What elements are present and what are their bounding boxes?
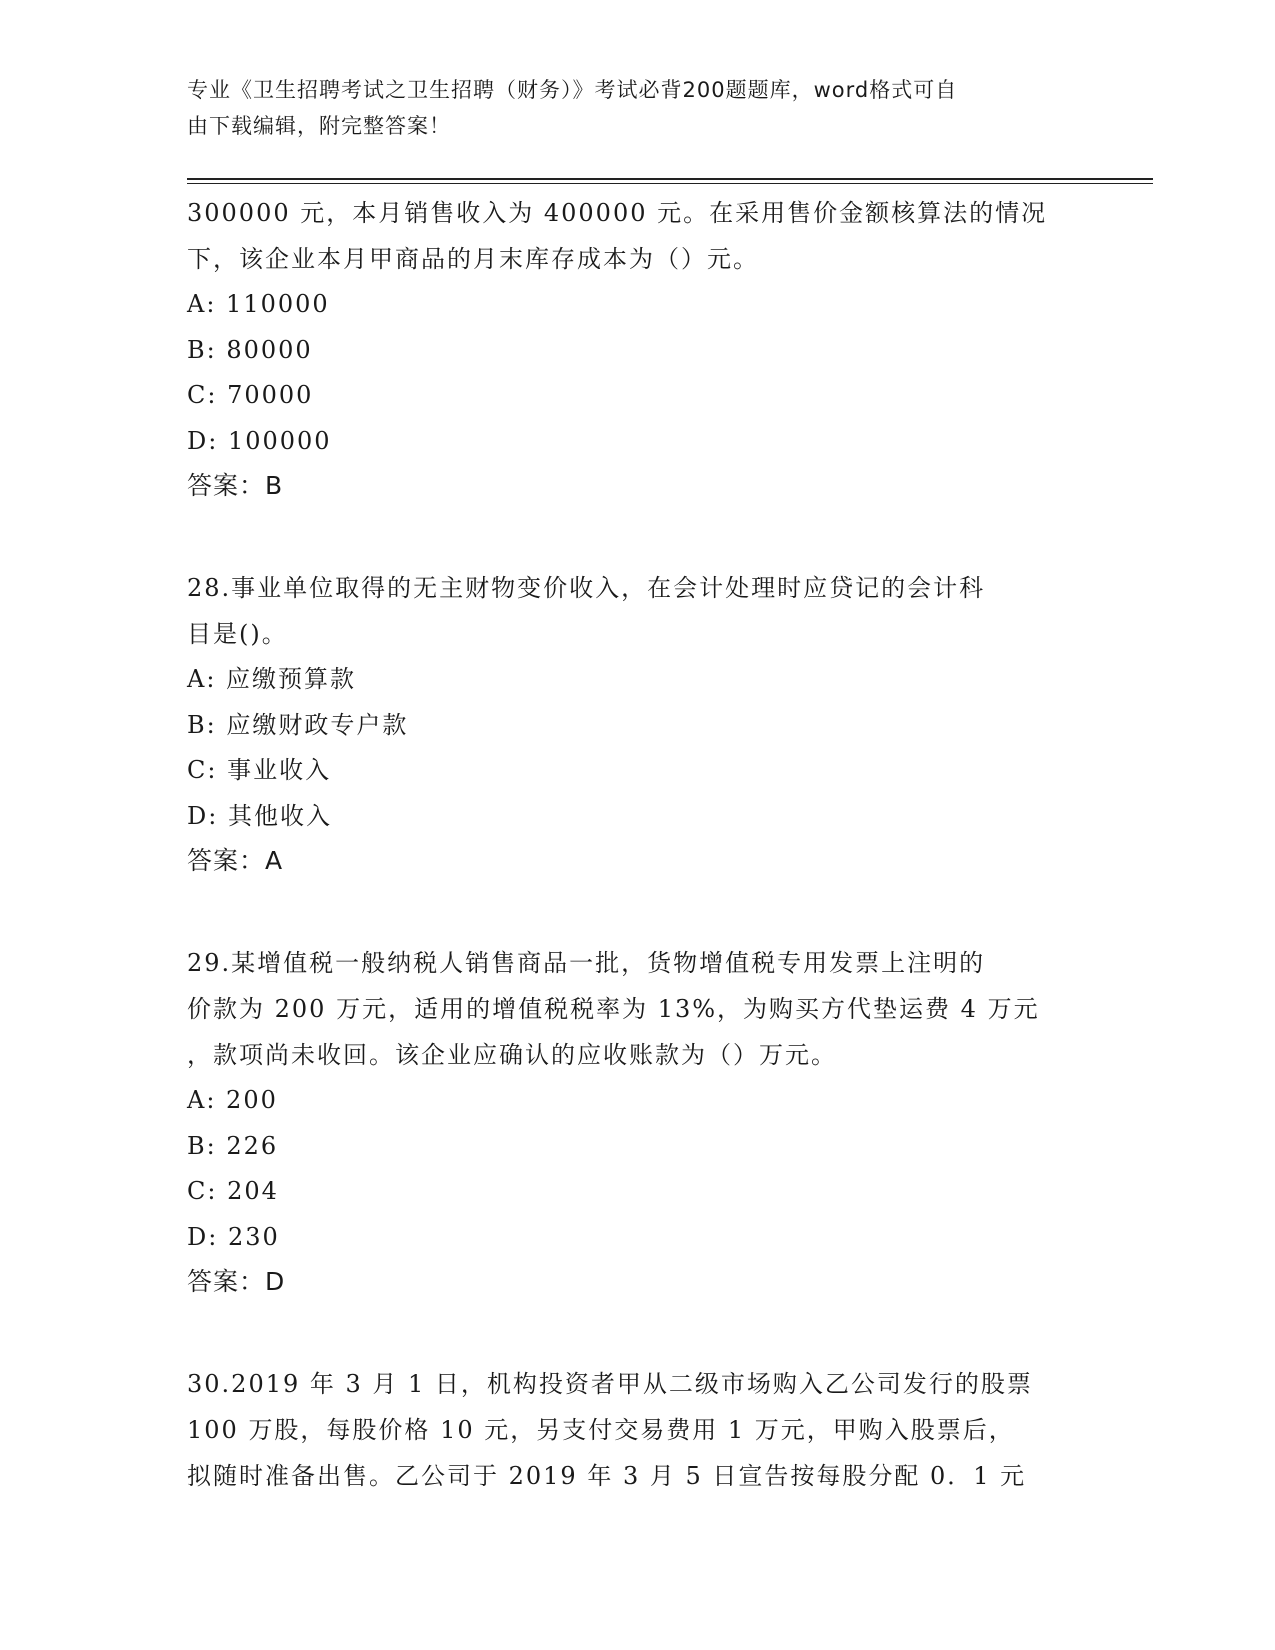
option-b: B: 226 <box>187 1131 279 1160</box>
option-a: A: 200 <box>187 1086 278 1114</box>
spacer <box>187 1304 1087 1361</box>
question-text-line: 价款为 200 万元，适用的增值税税率为 13%，为购买方代垫运费 4 万元 <box>187 995 1040 1023</box>
answer: 答案：B <box>187 471 284 500</box>
option-d: D: 100000 <box>187 426 332 455</box>
answer: 答案：A <box>187 846 284 875</box>
spacer <box>187 883 1087 940</box>
question-29 <box>187 940 1087 1304</box>
answer: 答案：D <box>187 1267 286 1296</box>
question-text-line: 目是()。 <box>187 620 288 648</box>
option-c: C: 70000 <box>187 381 314 409</box>
option-b: B: 应缴财政专户款 <box>187 710 409 739</box>
header-line-2: 由下载编辑，附完整答案！ <box>187 114 451 138</box>
question-text-line: 29.某增值税一般纳税人销售商品一批，货物增值税专用发票上注明的 <box>187 949 986 977</box>
question-text-line: 28.事业单位取得的无主财物变价收入，在会计处理时应贷记的会计科 <box>187 574 986 602</box>
document-body <box>187 190 1087 1499</box>
question-text-line: ，款项尚未收回。该企业应确认的应收账款为（）万元。 <box>187 1041 837 1069</box>
option-d: D: 230 <box>187 1222 280 1251</box>
spacer <box>187 508 1087 565</box>
question-27 <box>187 190 1087 508</box>
question-28 <box>187 565 1087 883</box>
option-b: B: 80000 <box>187 335 313 364</box>
header-rule-thin <box>187 183 1153 184</box>
question-text-line: 30.2019 年 3 月 1 日，机构投资者甲从二级市场购入乙公司发行的股票 <box>187 1370 1033 1398</box>
header-rule-thick <box>187 178 1153 180</box>
question-text-line: 100 万股，每股价格 10 元，另支付交易费用 1 万元，甲购入股票后， <box>187 1416 1015 1444</box>
option-d: D: 其他收入 <box>187 801 332 830</box>
document-header <box>187 72 1067 144</box>
question-30 <box>187 1361 1087 1499</box>
option-a: A: 应缴预算款 <box>187 665 357 693</box>
question-text-line: 拟随时准备出售。乙公司于 2019 年 3 月 5 日宣告按每股分配 0．1 元 <box>187 1462 1027 1490</box>
option-c: C: 事业收入 <box>187 756 332 784</box>
question-text-line: 300000 元，本月销售收入为 400000 元。在采用售价金额核算法的情况 <box>187 199 1048 227</box>
option-a: A: 110000 <box>187 290 330 318</box>
question-text-line: 下，该企业本月甲商品的月末库存成本为（）元。 <box>187 245 759 273</box>
header-line-1: 专业《卫生招聘考试之卫生招聘（财务）》考试必背200题题库，word格式可自 <box>187 78 958 102</box>
option-c: C: 204 <box>187 1177 279 1205</box>
